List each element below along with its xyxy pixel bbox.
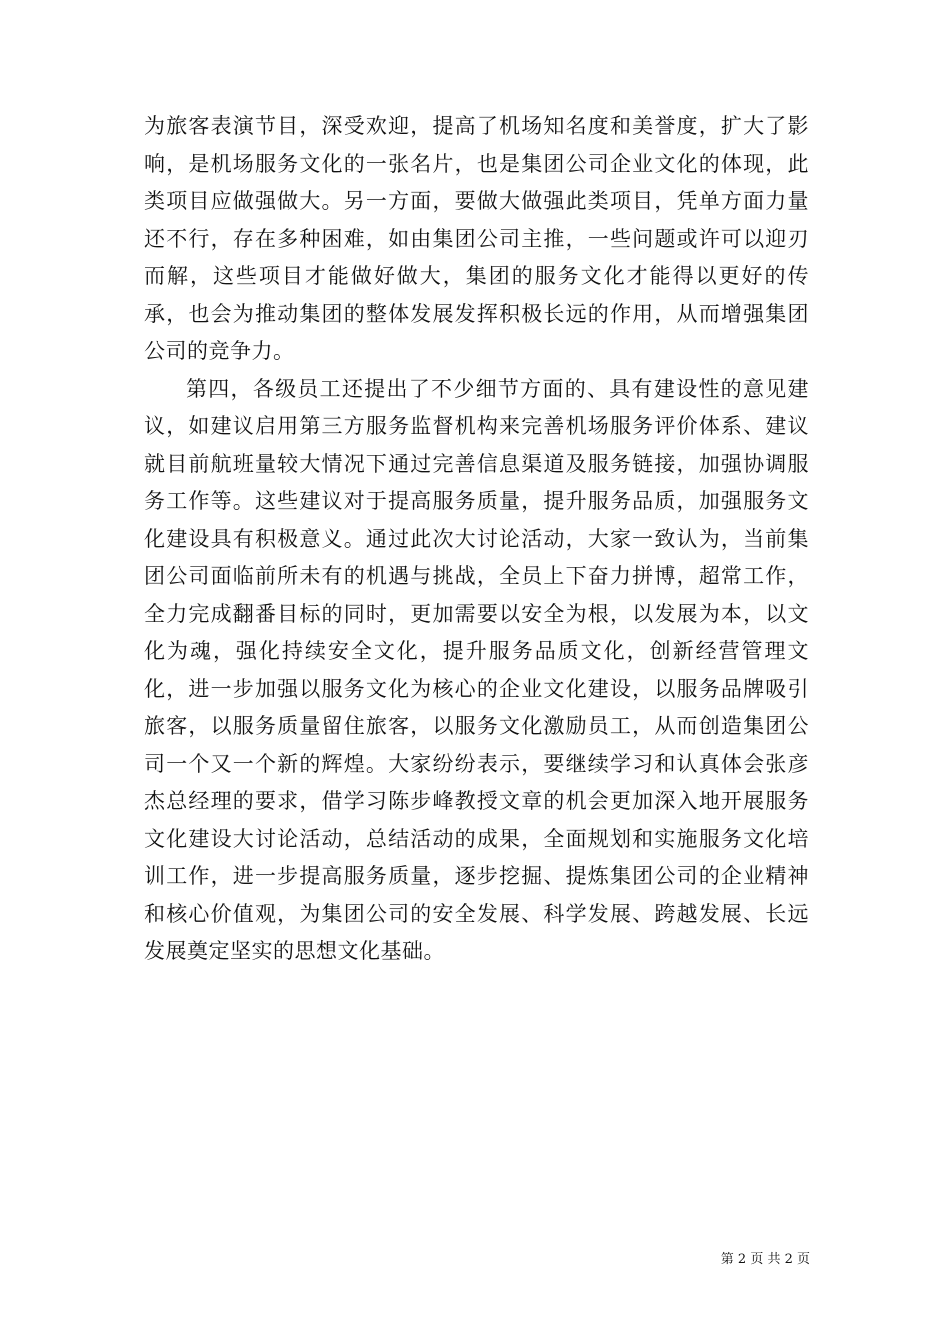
paragraph-continuation: 为旅客表演节目，深受欢迎，提高了机场知名度和美誉度，扩大了影响，是机场服务文化的一张名片，也是集团公司企业文化的体现，此类项目应做强做大。另一方面，要做大做强此类项目，凭单方面力量还不行，存在多种困难，如由集团公司主推，一些问题或许可以迎刃而解，这些项目才能做好做大，集团的服务文化才能得以更好的传承，也会为推动集团的整体发展发挥积极长远的作用，从而增强集团公司的竞争力。 (144, 114, 809, 363)
page-number: 第 2 页 共 2 页 (720, 1252, 810, 1267)
paragraph-fourth-point: 第四，各级员工还提出了不少细节方面的、具有建设性的意见建议，如建议启用第三方服务监督机构来完善机场服务评价体系、建议就目前航班量较大情况下通过完善信息渠道及服务链接，加强协调服务工作等。这些建议对于提高服务质量，提升服务品质，加强服务文化建设具有积极意义。通过此次大讨论活动，大家一致认为，当前集团公司面临前所未有的机遇与挑战，全员上下奋力拼博，超常工作，全力完成翻番目标的同时，更加需要以安全为根，以发展为本，以文化为魂，强化持续安全文化，提升服务品质文化，创新经营管理文化，进一步加强以服务文化为核心的企业文化建设，以服务品牌吸引旅客，以服务质量留住旅客，以服务文化激励员工，从而创造集团公司一个又一个新的辉煌。大家纷纷表示，要继续学习和认真体会张彦杰总经理的要求，借学习陈步峰教授文章的机会更加深入地开展服务文化建设大讨论活动，总结活动的成果，全面规划和实施服务文化培训工作，进一步提高服务质量，逐步挖掘、提炼集团公司的企业精神和核心价值观，为集团公司的安全发展、科学发展、跨越发展、长远发展奠定坚实的思想文化基础。 (144, 376, 809, 963)
document-body (144, 108, 809, 971)
